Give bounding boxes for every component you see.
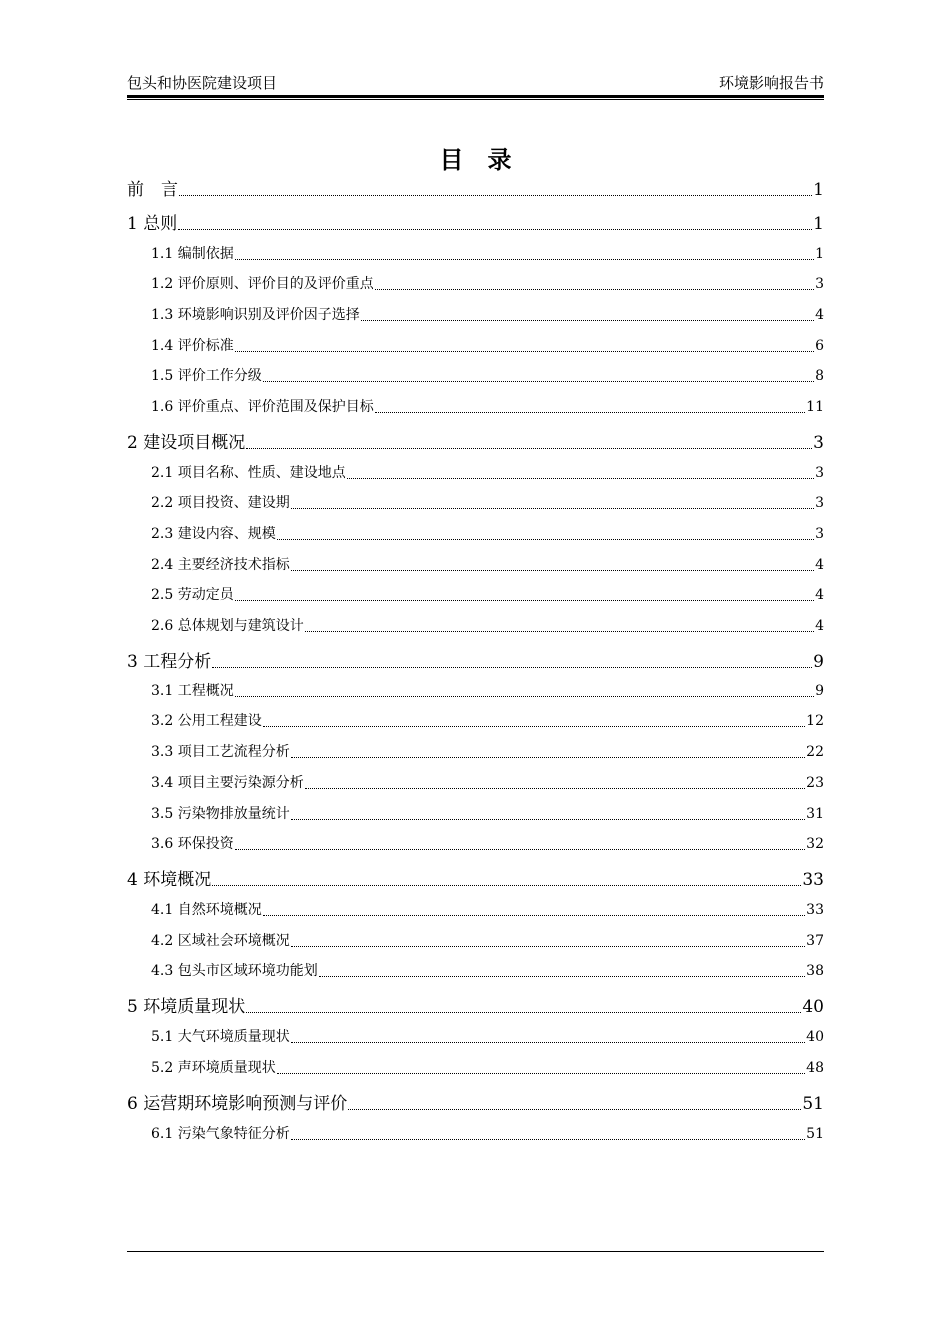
toc-entry[interactable] bbox=[127, 803, 824, 823]
toc-entry-page-number: 3 bbox=[815, 526, 824, 542]
toc-leader-dots bbox=[291, 1139, 805, 1140]
toc-entry-page-number: 1 bbox=[813, 214, 824, 234]
toc-leader-dots bbox=[212, 885, 801, 886]
footer-rule bbox=[127, 1251, 824, 1252]
toc-leader-dots bbox=[178, 229, 812, 230]
toc-entry[interactable] bbox=[127, 960, 824, 980]
toc-entry-page-number: 9 bbox=[813, 652, 824, 672]
toc-entry-label: 4 环境概况 bbox=[127, 870, 212, 890]
toc-entry[interactable] bbox=[127, 930, 824, 950]
toc-entry-page-number: 40 bbox=[806, 1029, 824, 1045]
header-document-type: 环境影响报告书 bbox=[718, 74, 824, 92]
page-header bbox=[127, 72, 824, 94]
toc-entry-label: 2.2 项目投资、建设期 bbox=[151, 495, 290, 511]
toc-entry[interactable] bbox=[127, 304, 824, 324]
header-rule-thin bbox=[127, 99, 824, 100]
toc-entry[interactable] bbox=[127, 647, 824, 672]
toc-leader-dots bbox=[319, 976, 805, 977]
toc-entry[interactable] bbox=[127, 365, 824, 385]
toc-leader-dots bbox=[263, 915, 805, 916]
toc-entry[interactable] bbox=[127, 243, 824, 263]
toc-entry-page-number: 3 bbox=[815, 465, 824, 481]
toc-entry-label: 4.3 包头市区域环境功能划 bbox=[151, 963, 318, 979]
toc-leader-dots bbox=[305, 631, 814, 632]
toc-entry-label: 前 言 bbox=[127, 180, 178, 200]
toc-entry-label: 2.4 主要经济技术指标 bbox=[151, 557, 290, 573]
toc-entry-page-number: 4 bbox=[815, 618, 824, 634]
toc-leader-dots bbox=[291, 757, 805, 758]
toc-entry-label: 3.4 项目主要污染源分析 bbox=[151, 775, 304, 791]
toc-entry-label: 4.1 自然环境概况 bbox=[151, 902, 262, 918]
toc-entry-label: 3.3 项目工艺流程分析 bbox=[151, 744, 290, 760]
toc-leader-dots bbox=[235, 849, 805, 850]
toc-entry[interactable] bbox=[127, 492, 824, 512]
toc-entry-label: 1.6 评价重点、评价范围及保护目标 bbox=[151, 399, 374, 415]
toc-entry[interactable] bbox=[127, 396, 824, 416]
toc-entry-page-number: 9 bbox=[815, 683, 824, 699]
toc-entry-page-number: 48 bbox=[806, 1060, 824, 1076]
toc-leader-dots bbox=[291, 1042, 805, 1043]
toc-entry[interactable] bbox=[127, 1057, 824, 1077]
toc-entry-page-number: 1 bbox=[813, 180, 824, 200]
toc-entry-page-number: 4 bbox=[815, 307, 824, 323]
toc-entry-label: 3.2 公用工程建设 bbox=[151, 713, 262, 729]
toc-entry-page-number: 23 bbox=[806, 775, 824, 791]
toc-leader-dots bbox=[291, 570, 814, 571]
toc-leader-dots bbox=[246, 448, 812, 449]
toc-entry-page-number: 31 bbox=[806, 806, 824, 822]
toc-entry[interactable] bbox=[127, 1123, 824, 1143]
toc-entry-label: 1.4 评价标准 bbox=[151, 338, 234, 354]
toc-entry[interactable] bbox=[127, 680, 824, 700]
toc-title: 目录 bbox=[439, 145, 536, 174]
toc-leader-dots bbox=[348, 1109, 801, 1110]
toc-leader-dots bbox=[291, 508, 814, 509]
toc-entry-label: 3.1 工程概况 bbox=[151, 683, 234, 699]
toc-leader-dots bbox=[179, 195, 812, 196]
toc-leader-dots bbox=[291, 819, 805, 820]
toc-entry[interactable] bbox=[127, 899, 824, 919]
toc-entry-label: 1.2 评价原则、评价目的及评价重点 bbox=[151, 276, 374, 292]
toc-entry[interactable] bbox=[127, 175, 824, 200]
toc-entry-label: 5.1 大气环境质量现状 bbox=[151, 1029, 290, 1045]
toc-entry[interactable] bbox=[127, 865, 824, 890]
toc-entry-label: 1.1 编制依据 bbox=[151, 246, 234, 262]
toc-entry-label: 6.1 污染气象特征分析 bbox=[151, 1126, 290, 1142]
toc-leader-dots bbox=[277, 1073, 805, 1074]
toc-entry[interactable] bbox=[127, 992, 824, 1017]
toc-entry-page-number: 8 bbox=[815, 368, 824, 384]
toc-entry-page-number: 38 bbox=[806, 963, 824, 979]
toc-entry-page-number: 22 bbox=[806, 744, 824, 760]
toc-entry-page-number: 40 bbox=[802, 997, 824, 1017]
toc-leader-dots bbox=[246, 1012, 801, 1013]
toc-entry-page-number: 3 bbox=[813, 433, 824, 453]
toc-entry-label: 5.2 声环境质量现状 bbox=[151, 1060, 276, 1076]
toc-entry-page-number: 4 bbox=[815, 557, 824, 573]
toc-entry-page-number: 1 bbox=[815, 246, 824, 262]
header-project-name: 包头和协医院建设项目 bbox=[127, 74, 278, 92]
toc-entry[interactable] bbox=[127, 1089, 824, 1114]
toc-entry-page-number: 3 bbox=[815, 495, 824, 511]
toc-leader-dots bbox=[212, 667, 812, 668]
toc-entry-label: 3 工程分析 bbox=[127, 652, 212, 672]
toc-entry-label: 2.6 总体规划与建筑设计 bbox=[151, 618, 304, 634]
toc-entry-page-number: 51 bbox=[802, 1094, 824, 1114]
toc-leader-dots bbox=[263, 726, 805, 727]
header-rule-thick bbox=[127, 95, 824, 98]
toc-entry-page-number: 51 bbox=[806, 1126, 824, 1142]
toc-leader-dots bbox=[263, 381, 814, 382]
toc-leader-dots bbox=[235, 351, 814, 352]
toc-entry-page-number: 33 bbox=[806, 902, 824, 918]
toc-entry[interactable] bbox=[127, 335, 824, 355]
toc-entry-label: 4.2 区域社会环境概况 bbox=[151, 933, 290, 949]
toc-leader-dots bbox=[375, 289, 814, 290]
toc-entry-label: 3.6 环保投资 bbox=[151, 836, 234, 852]
toc-entry-label: 2.1 项目名称、性质、建设地点 bbox=[151, 465, 346, 481]
toc-entry[interactable] bbox=[127, 523, 824, 543]
toc-leader-dots bbox=[291, 946, 805, 947]
toc-entry-page-number: 37 bbox=[806, 933, 824, 949]
toc-entry[interactable] bbox=[127, 1026, 824, 1046]
toc-entry-label: 2.5 劳动定员 bbox=[151, 587, 234, 603]
toc-leader-dots bbox=[277, 539, 814, 540]
toc-entry-label: 1.3 环境影响识别及评价因子选择 bbox=[151, 307, 360, 323]
toc-entry[interactable] bbox=[127, 462, 824, 482]
toc-entry-label: 3.5 污染物排放量统计 bbox=[151, 806, 290, 822]
toc-entry-label: 1.5 评价工作分级 bbox=[151, 368, 262, 384]
toc-leader-dots bbox=[235, 259, 814, 260]
toc-leader-dots bbox=[361, 320, 814, 321]
toc-leader-dots bbox=[347, 478, 814, 479]
toc-entry-label: 2.3 建设内容、规模 bbox=[151, 526, 276, 542]
toc-entry-page-number: 33 bbox=[802, 870, 824, 890]
toc-entry-label: 1 总则 bbox=[127, 214, 178, 234]
toc-entry-label: 5 环境质量现状 bbox=[127, 997, 246, 1017]
toc-entry[interactable] bbox=[127, 584, 824, 604]
toc-entry[interactable] bbox=[127, 615, 824, 635]
toc-entry[interactable] bbox=[127, 209, 824, 234]
toc-entry[interactable] bbox=[127, 273, 824, 293]
toc-entry[interactable] bbox=[127, 710, 824, 730]
toc-leader-dots bbox=[375, 412, 805, 413]
toc-leader-dots bbox=[305, 788, 805, 789]
toc-entry-page-number: 12 bbox=[806, 713, 824, 729]
toc-entry-label: 2 建设项目概况 bbox=[127, 433, 246, 453]
toc-entry-label: 6 运营期环境影响预测与评价 bbox=[127, 1094, 348, 1114]
toc-entry[interactable] bbox=[127, 833, 824, 853]
toc-entry-page-number: 11 bbox=[806, 399, 824, 415]
toc-entry[interactable] bbox=[127, 428, 824, 453]
toc-entry-page-number: 32 bbox=[806, 836, 824, 852]
toc-entry[interactable] bbox=[127, 741, 824, 761]
toc-leader-dots bbox=[235, 600, 814, 601]
toc-entry[interactable] bbox=[127, 554, 824, 574]
toc-entry[interactable] bbox=[127, 772, 824, 792]
toc-leader-dots bbox=[235, 696, 814, 697]
toc-entry-page-number: 6 bbox=[815, 338, 824, 354]
toc-entry-page-number: 3 bbox=[815, 276, 824, 292]
toc-entry-page-number: 4 bbox=[815, 587, 824, 603]
